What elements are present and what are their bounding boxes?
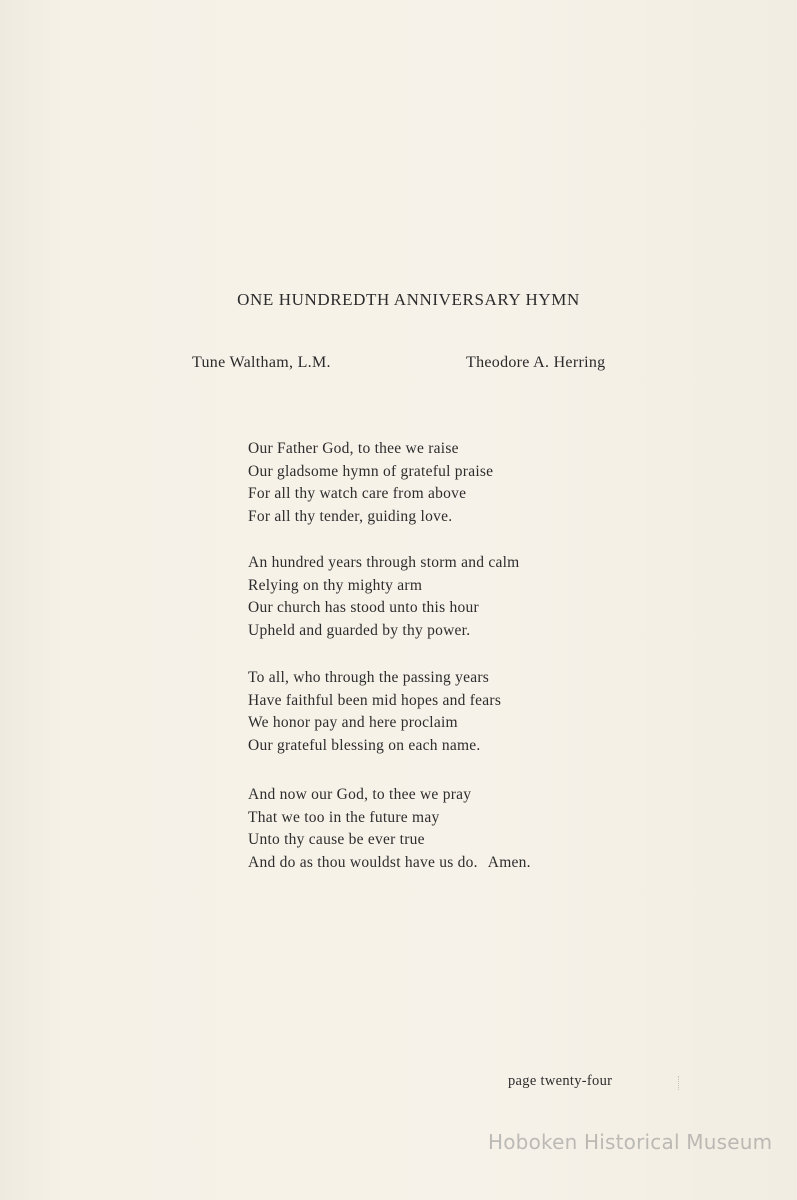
stanza-3 — [248, 667, 501, 758]
stanza-2 — [248, 552, 519, 643]
verse-line: Our gladsome hymn of grateful praise — [248, 462, 494, 480]
tune-label: Tune Waltham, L.M. — [192, 354, 331, 371]
paper-speck — [678, 1076, 680, 1090]
watermark-text: Hoboken Historical Museum — [488, 1130, 773, 1154]
verse-line-text: And do as thou wouldst have us do. — [248, 854, 478, 872]
author-name: Theodore A. Herring — [466, 354, 606, 371]
verse-line: To all, who through the passing years — [248, 669, 490, 686]
amen-closing: Amen. — [487, 854, 531, 872]
verse-line: Unto thy cause be ever true — [248, 831, 425, 849]
verse-line: Have faithful been mid hopes and fears — [248, 691, 502, 709]
hymn-title: ONE HUNDREDTH ANNIVERSARY HYMN — [237, 290, 580, 309]
verse-line: We honor pay and here proclaim — [248, 714, 458, 732]
verse-line-final — [248, 852, 531, 875]
stanza-4 — [248, 784, 531, 875]
verse-line: An hundred years through storm and calm — [248, 554, 520, 571]
verse-line: For all thy tender, guiding love. — [248, 508, 453, 526]
verse-line: For all thy watch care from above — [248, 485, 467, 503]
verse-line: Our grateful blessing on each name. — [248, 737, 481, 755]
verse-line: And now our God, to thee we pray — [248, 786, 472, 803]
verse-line: Relying on thy mighty arm — [248, 576, 423, 594]
page-number: page twenty-four — [508, 1073, 613, 1089]
verse-line: That we too in the future may — [248, 808, 440, 826]
stanza-1 — [248, 438, 493, 529]
verse-line: Our Father God, to thee we raise — [248, 440, 459, 457]
verse-line: Our church has stood unto this hour — [248, 599, 479, 617]
verse-line: Upheld and guarded by thy power. — [248, 622, 471, 640]
